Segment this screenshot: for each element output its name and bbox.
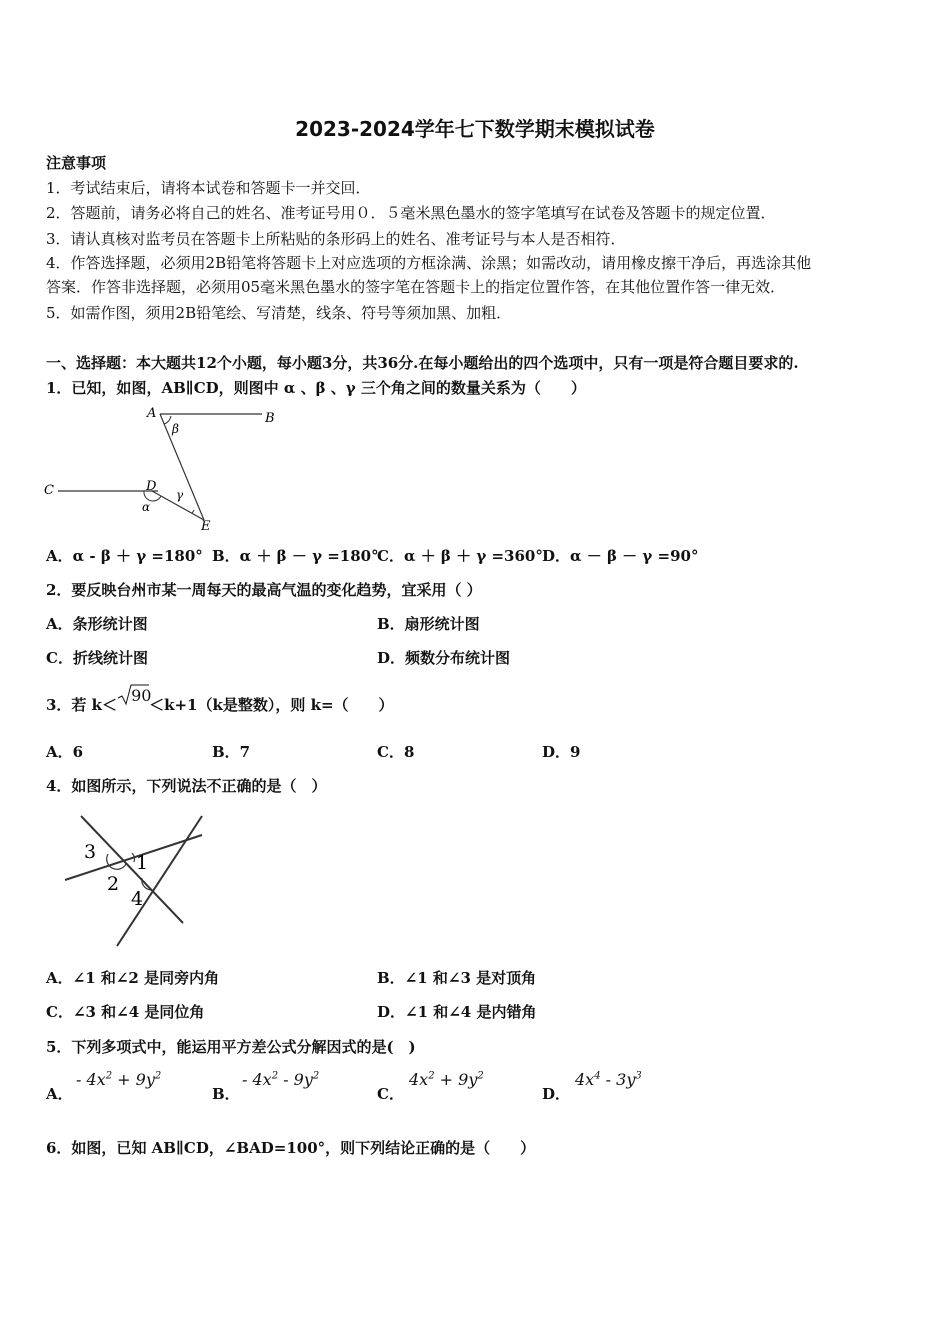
- question-6-stem: 6．如图，已知 AB∥CD，∠BAD=100°，则下列结论正确的是（ ）: [46, 1139, 536, 1157]
- page-title: 2023-2024学年七下数学期末模拟试卷: [295, 117, 655, 141]
- option[interactable]: A．条形统计图: [46, 615, 148, 633]
- option[interactable]: A．6: [46, 743, 84, 761]
- question-5-stem: 5．下列多项式中，能运用平方差公式分解因式的是( ): [46, 1038, 416, 1056]
- option-label[interactable]: D．: [542, 1085, 571, 1103]
- option[interactable]: B．扇形统计图: [377, 615, 480, 633]
- question-3-stem: [46, 686, 394, 715]
- question-1-figure: [40, 402, 290, 534]
- option[interactable]: B．7: [212, 743, 251, 761]
- question-2-stem: 2．要反映台州市某一周每天的最高气温的变化趋势，宜采用（ ）: [46, 581, 482, 599]
- figure-label: A: [147, 406, 157, 421]
- option[interactable]: D．9: [542, 743, 581, 761]
- option-expression[interactable]: - $4x^2 + 9y^2$: [76, 1070, 162, 1089]
- option[interactable]: C．∠3 和∠4 是同位角: [46, 1003, 205, 1021]
- option[interactable]: C．折线统计图: [46, 649, 148, 667]
- option[interactable]: A．α - β ＋ γ =180°: [46, 547, 203, 565]
- figure-label: 3: [84, 841, 97, 863]
- figure-label: C: [44, 483, 54, 498]
- sqrt: [117, 686, 152, 710]
- option[interactable]: A．∠1 和∠2 是同旁内角: [46, 969, 220, 987]
- figure-label: γ: [176, 488, 184, 502]
- notice-item: 4．作答选择题，必须用2B铅笔将答题卡上对应选项的方框涂满、涂黑；如需改动，请用橡皮擦干净后，再选涂其他: [46, 254, 812, 272]
- option[interactable]: C．α ＋ β ＋ γ =360°: [377, 547, 543, 565]
- figure-label: β: [172, 422, 179, 436]
- section-heading: 一、选择题：本大题共12个小题，每小题3分，共36分.在每小题给出的四个选项中，只有一项是符合题目要求的.: [46, 354, 799, 372]
- figure-label: 4: [131, 888, 144, 910]
- option[interactable]: D．频数分布统计图: [377, 649, 511, 667]
- option-expression[interactable]: $4x^2 + 9y^2$: [409, 1070, 484, 1089]
- notice-item: 2．答题前，请务必将自己的姓名、准考证号用０．５毫米黑色墨水的签字笔填写在试卷及答题卡的规定位置．: [46, 204, 776, 222]
- figure-label: α: [142, 500, 151, 514]
- option[interactable]: B．α ＋ β － γ =180°: [212, 547, 379, 565]
- notice-item: 5．如需作图，须用2B铅笔绘、写清楚，线条、符号等须加黑、加粗．: [46, 304, 512, 322]
- figure-label: 1: [136, 852, 149, 874]
- stem-part: ＜k+1（k是整数），则 k=（ ）: [149, 696, 394, 714]
- stem-part: 3．若 k＜: [46, 696, 118, 714]
- question-4-stem: 4．如图所示，下列说法不正确的是（ ）: [46, 777, 327, 795]
- notice-item: 3．请认真核对监考员在答题卡上所粘贴的条形码上的姓名、准考证号与本人是否相符．: [46, 230, 626, 248]
- notice-item: 1．考试结束后，请将本试卷和答题卡一并交回．: [46, 179, 371, 197]
- figure-label: D: [146, 479, 157, 494]
- radicand: 90: [131, 686, 152, 705]
- option[interactable]: B．∠1 和∠3 是对顶角: [377, 969, 537, 987]
- option[interactable]: D．∠1 和∠4 是内错角: [377, 1003, 537, 1021]
- figure-label: B: [265, 411, 275, 426]
- notice-heading: 注意事项: [46, 154, 107, 172]
- option-expression[interactable]: $4x^4 - 3y^3$: [575, 1070, 642, 1089]
- option-label[interactable]: A．: [46, 1085, 73, 1103]
- question-4-figure: [50, 808, 210, 953]
- option-expression[interactable]: - $4x^2 - 9y^2$: [242, 1070, 320, 1089]
- option[interactable]: C．8: [377, 743, 415, 761]
- option[interactable]: D．α － β － γ =90°: [542, 547, 699, 565]
- option-label[interactable]: B．: [212, 1085, 240, 1103]
- option-label[interactable]: C．: [377, 1085, 404, 1103]
- question-1-stem: 1．已知，如图，AB∥CD，则图中 α 、β 、γ 三个角之间的数量关系为（ ）: [46, 379, 586, 397]
- figure-label: E: [201, 519, 211, 534]
- figure-label: 2: [107, 873, 120, 895]
- notice-item: 答案．作答非选择题，必须用05毫米黑色墨水的签字笔在答题卡上的指定位置作答，在其他位置作答一律无效．: [46, 278, 786, 296]
